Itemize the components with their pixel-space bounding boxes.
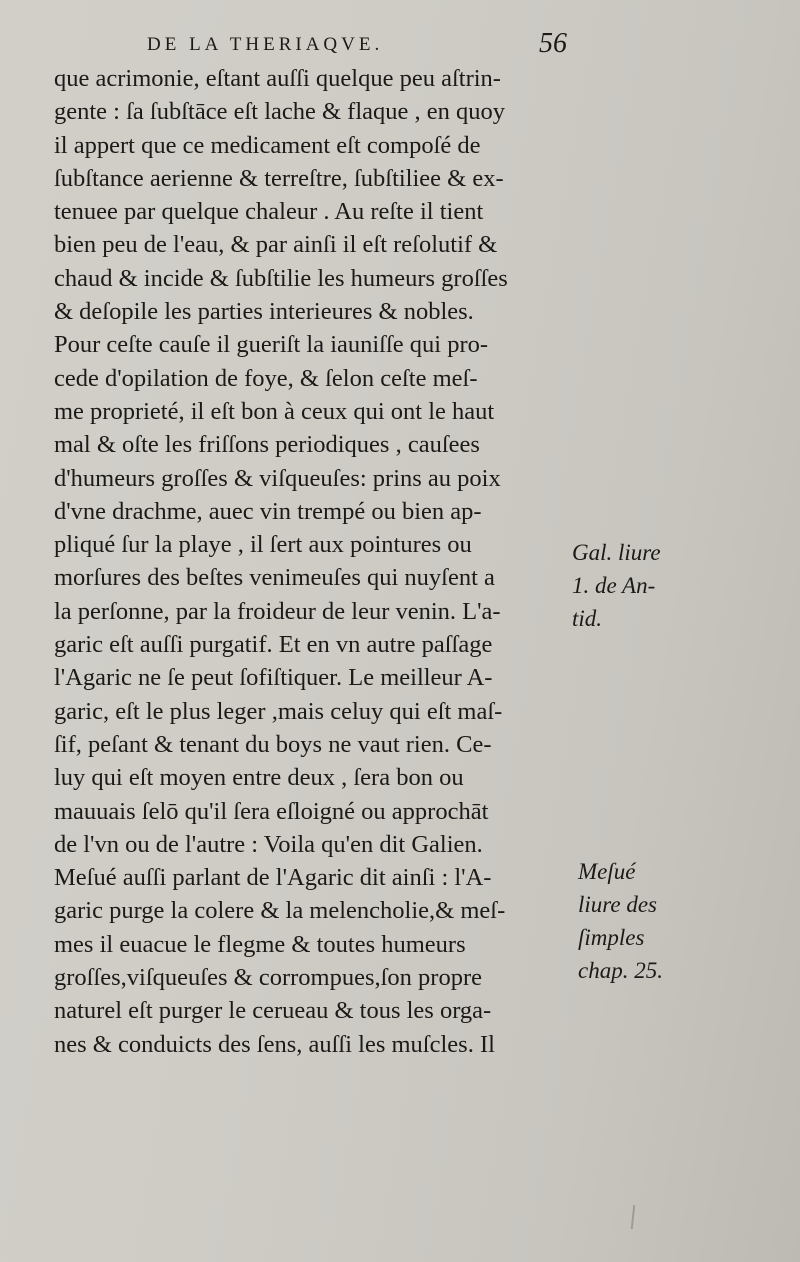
body-line: nes & conduicts des ſens, auſſi les muſcles. Il [54, 1030, 495, 1058]
page-number: 56 [539, 28, 567, 59]
margin-note-line: chap. 25. [578, 958, 663, 983]
pencil-mark [631, 1205, 635, 1229]
body-line: & deſopile les parties interieures & nobles. [54, 298, 474, 326]
body-line: garic, eſt le plus leger ,mais celuy qui eſt maſ- [54, 697, 503, 725]
margin-note-galen [572, 536, 661, 635]
body-line: garic eſt auſſi purgatif. Et en vn autre paſſage [54, 631, 493, 659]
margin-note-line: Gal. liure [572, 540, 661, 565]
body-line: bien peu de l'eau, & par ainſi il eſt reſolutif & [54, 231, 498, 259]
margin-note-line: liure des [578, 892, 657, 917]
body-line: mauuais ſelō qu'il ſera eſloigné ou approchāt [54, 797, 489, 825]
body-line: d'vne drachme, auec vin trempé ou bien ap- [54, 497, 482, 525]
body-text [54, 62, 594, 1061]
body-line: ſubſtance aerienne & terreſtre, ſubſtiliee & ex- [54, 164, 504, 192]
body-line: la perſonne, par la froideur de leur venin. L'a- [54, 597, 501, 625]
body-line: cede d'opilation de foye, & ſelon ceſte meſ- [54, 364, 478, 392]
body-line: Meſué auſſi parlant de l'Agaric dit ainſi : l'A- [54, 864, 492, 892]
body-line: mes il euacue le flegme & toutes humeurs [54, 930, 466, 958]
margin-note-mesue [578, 855, 663, 987]
body-line: mal & oſte les friſſons periodiques , cauſees [54, 431, 480, 459]
body-line: l'Agaric ne ſe peut ſofiſtiquer. Le meilleur A- [54, 664, 493, 692]
body-line: luy qui eſt moyen entre deux , ſera bon ou [54, 764, 464, 792]
body-line: garic purge la colere & la melencholie,& meſ- [54, 897, 506, 925]
body-line: que acrimonie, eſtant auſſi quelque peu aſtrin- [54, 65, 501, 92]
body-line: de l'vn ou de l'autre : Voila qu'en dit Galien. [54, 830, 483, 858]
body-line: pliqué ſur la playe , il ſert aux pointures ou [54, 531, 472, 559]
margin-note-line: tid. [572, 606, 603, 631]
body-line: morſures des beſtes venimeuſes qui nuyſent a [54, 564, 495, 592]
body-line: gente : ſa ſubſtāce eſt lache & flaque , en quoy [54, 98, 506, 126]
margin-note-line: 1. de An- [572, 573, 656, 598]
running-head-title: DE LA THERIAQVE. [147, 34, 384, 55]
body-line: naturel eſt purger le cerueau & tous les orga- [54, 997, 492, 1025]
body-line: ſif, peſant & tenant du boys ne vaut rien. Ce- [54, 730, 492, 758]
margin-note-line: Meſué [578, 859, 636, 884]
body-line: me proprieté, il eſt bon à ceux qui ont le haut [54, 397, 495, 425]
body-line: chaud & incide & ſubſtilie les humeurs groſſes [54, 264, 508, 292]
body-line: tenuee par quelque chaleur . Au reſte il tient [54, 198, 484, 226]
margin-note-line: ſimples [578, 925, 645, 950]
body-line: Pour ceſte cauſe il gueriſt la iauniſſe qui pro- [54, 331, 489, 359]
body-line: groſſes,viſqueuſes & corrompues,ſon propre [54, 964, 482, 992]
running-head [147, 28, 567, 62]
body-line: il appert que ce medicament eſt compoſé de [54, 131, 481, 159]
body-line: d'humeurs groſſes & viſqueuſes: prins au poix [54, 464, 501, 492]
